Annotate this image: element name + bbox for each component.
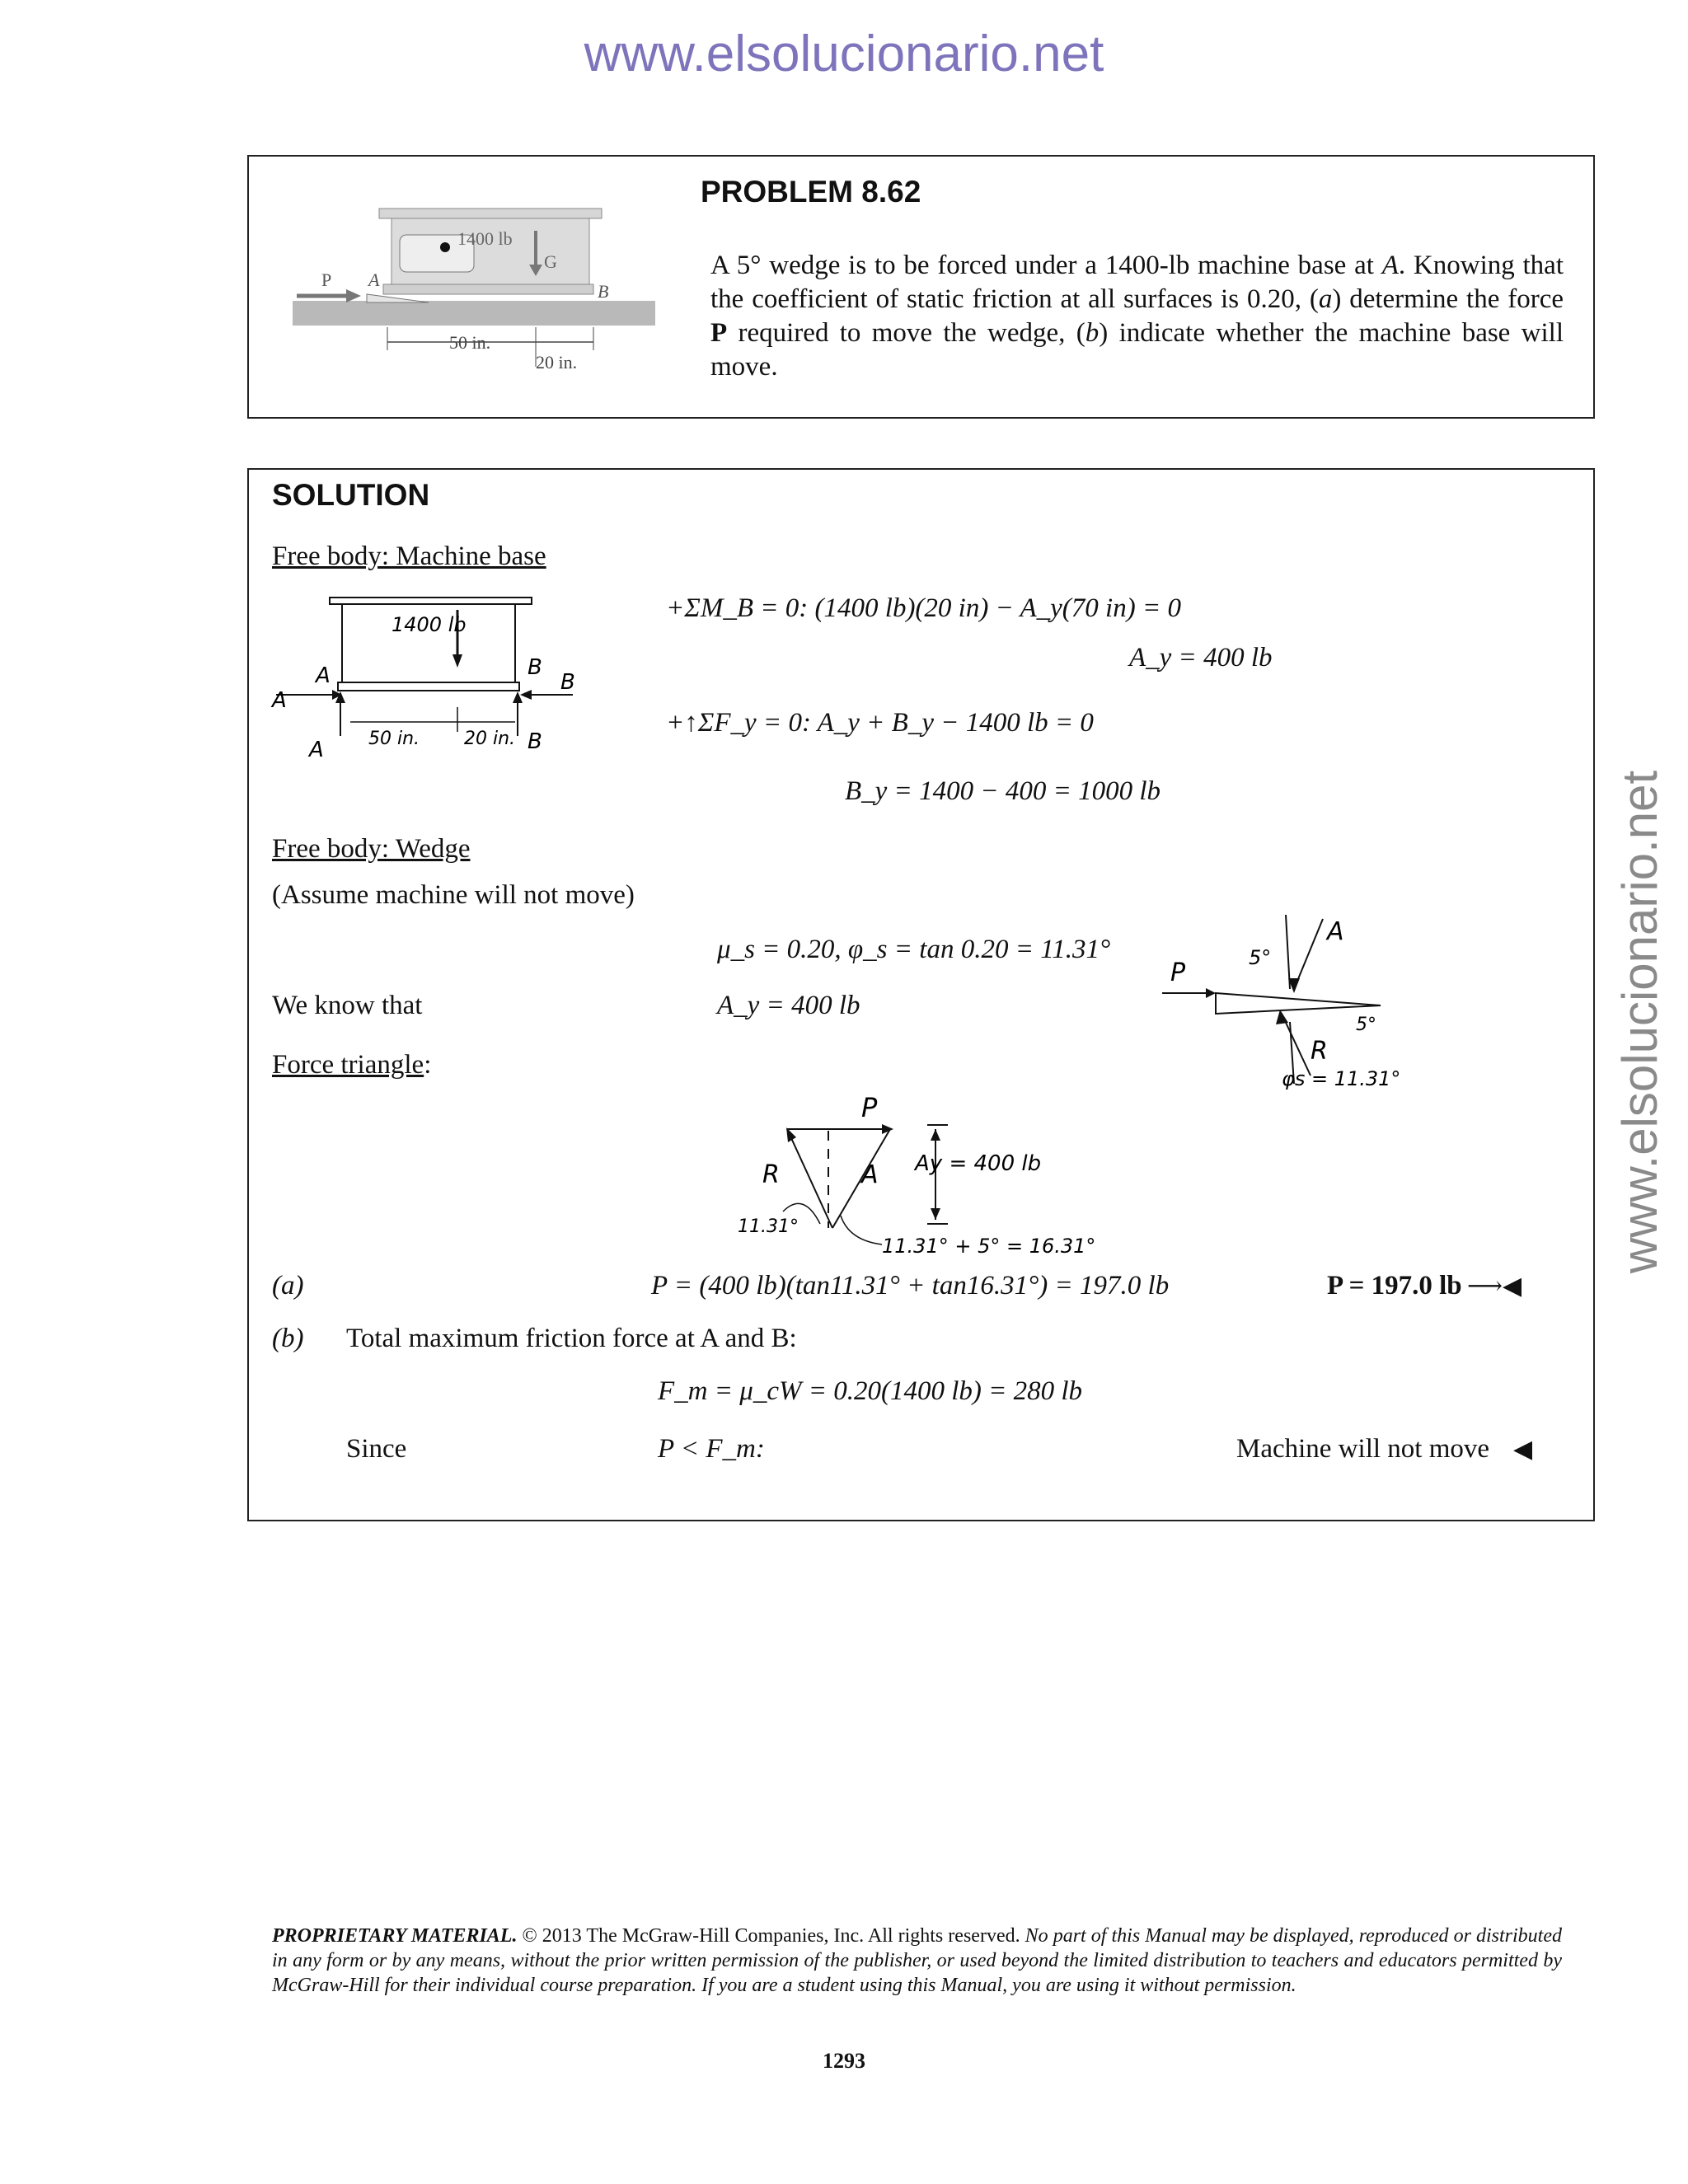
sketch-bx: B xyxy=(560,670,575,695)
sketch-a: A xyxy=(316,663,331,688)
machine-base-plate xyxy=(383,284,593,294)
triangle-ay: Ay = 400 lb xyxy=(915,1151,1042,1176)
force-triangle-sketch xyxy=(725,1088,1104,1261)
triangle-ang2: 11.31° + 5° = 16.31° xyxy=(882,1235,1096,1258)
sketch-dim-20: 20 in. xyxy=(464,729,516,749)
footer-copyright: PROPRIETARY MATERIAL. © 2013 The McGraw-Hill Companies, Inc. All rights reserved. No part of this Manual may be displayed, reproduced or distributed in any form or by any means, without the prior written permission of the publisher, or used beyond the limited distribution to teachers and educators permitted by McGraw-Hill for their individual course preparation. If you are a student using this Manual, you are using it without permission. xyxy=(272,1925,1562,1996)
problem-figure xyxy=(288,194,659,375)
fig-p-label: P xyxy=(321,269,332,290)
eq-ay-2: A_y = 400 lb xyxy=(717,991,860,1020)
answer-a-arrow-icon: ⟶◀ xyxy=(1467,1272,1522,1300)
problem-statement: A 5° wedge is to be forced under a 1400-lb machine base at A. Knowing that the coefficient of static friction at all surfaces is 0.20, (a) determine the force P required to move the wedge, (b) indicate whether the machine base will move. xyxy=(710,251,1564,382)
part-b-label: (b) xyxy=(272,1324,304,1353)
fb-machine-title: Free body: Machine base xyxy=(272,541,546,571)
wedge-p: P xyxy=(1170,958,1186,987)
answer-a-marker xyxy=(1467,1269,1522,1303)
eq-mu: μ_s = 0.20, φ_s = tan 0.20 = 11.31° xyxy=(717,935,1111,964)
wedge-fbd-sketch xyxy=(1158,902,1430,1108)
answer-b-marker xyxy=(1513,1432,1532,1466)
eq-p: P = (400 lb)(tan11.31° + tan16.31°) = 197.0 lb xyxy=(651,1271,1170,1301)
wedge-ang2: 5° xyxy=(1356,1015,1376,1035)
page-number: 1293 xyxy=(823,2049,865,2073)
sketch-load: 1400 lb xyxy=(392,613,467,636)
triangle-a: A xyxy=(861,1160,879,1189)
triangle-ang1: 11.31° xyxy=(738,1216,799,1237)
eq-since: P < F_m: xyxy=(658,1434,765,1464)
fig-load-label: 1400 lb xyxy=(457,228,513,249)
since-text: Since xyxy=(346,1434,407,1464)
eq-ay: A_y = 400 lb xyxy=(1129,643,1273,673)
sketch-by: B xyxy=(528,729,542,754)
machine-fbd-sketch xyxy=(268,592,606,781)
fig-dim-20: 20 in. xyxy=(536,352,578,373)
watermark-top[interactable]: www.elsolucionario.net xyxy=(584,26,1104,82)
wedge-a: A xyxy=(1327,917,1344,946)
wedge-phi: φs = 11.31° xyxy=(1282,1067,1401,1090)
ground xyxy=(293,301,655,326)
fig-a-label: A xyxy=(368,269,380,290)
fig-b-label: B xyxy=(598,281,609,302)
wedge-ang1: 5° xyxy=(1249,946,1272,969)
fig-dim-50: 50 in. xyxy=(449,332,491,353)
eq-by: B_y = 1400 − 400 = 1000 lb xyxy=(845,776,1161,806)
triangle-p: P xyxy=(861,1092,878,1123)
eq-moment: +ΣM_B = 0: (1400 lb)(20 in) − A_y(70 in) = 0 xyxy=(666,593,1181,623)
part-a-label: (a) xyxy=(272,1271,304,1301)
answer-b: Machine will not move xyxy=(1236,1434,1490,1464)
eq-sum-fy: +↑ΣF_y = 0: A_y + B_y − 1400 lb = 0 xyxy=(666,708,1094,738)
answer-b-triangle-icon: ◀ xyxy=(1513,1436,1533,1463)
fb-wedge-title: Free body: Wedge xyxy=(272,834,471,864)
sketch-ay: A xyxy=(309,738,324,762)
we-know-text: We know that xyxy=(272,991,423,1020)
sketch-dim-50: 50 in. xyxy=(368,729,420,749)
wedge-r: R xyxy=(1311,1037,1328,1066)
machine-top-plate xyxy=(379,209,602,218)
fig-g-label: G xyxy=(544,251,557,272)
center-of-gravity-dot xyxy=(440,242,450,252)
watermark-side[interactable]: www.elsolucionario.net xyxy=(1612,770,1667,1274)
force-triangle-label: Force triangle: xyxy=(272,1050,432,1080)
sketch-b: B xyxy=(528,655,542,680)
part-b-text: Total maximum friction force at A and B: xyxy=(346,1324,797,1353)
assume-text: (Assume machine will not move) xyxy=(272,880,635,910)
solution-heading: SOLUTION xyxy=(272,478,430,512)
answer-a: P = 197.0 lb xyxy=(1327,1271,1462,1301)
wedge xyxy=(367,294,429,302)
sketch-ax: A xyxy=(272,688,287,713)
triangle-r: R xyxy=(762,1160,780,1189)
eq-fm: F_m = μ_cW = 0.20(1400 lb) = 280 lb xyxy=(658,1376,1083,1406)
problem-title: PROBLEM 8.62 xyxy=(701,175,921,209)
